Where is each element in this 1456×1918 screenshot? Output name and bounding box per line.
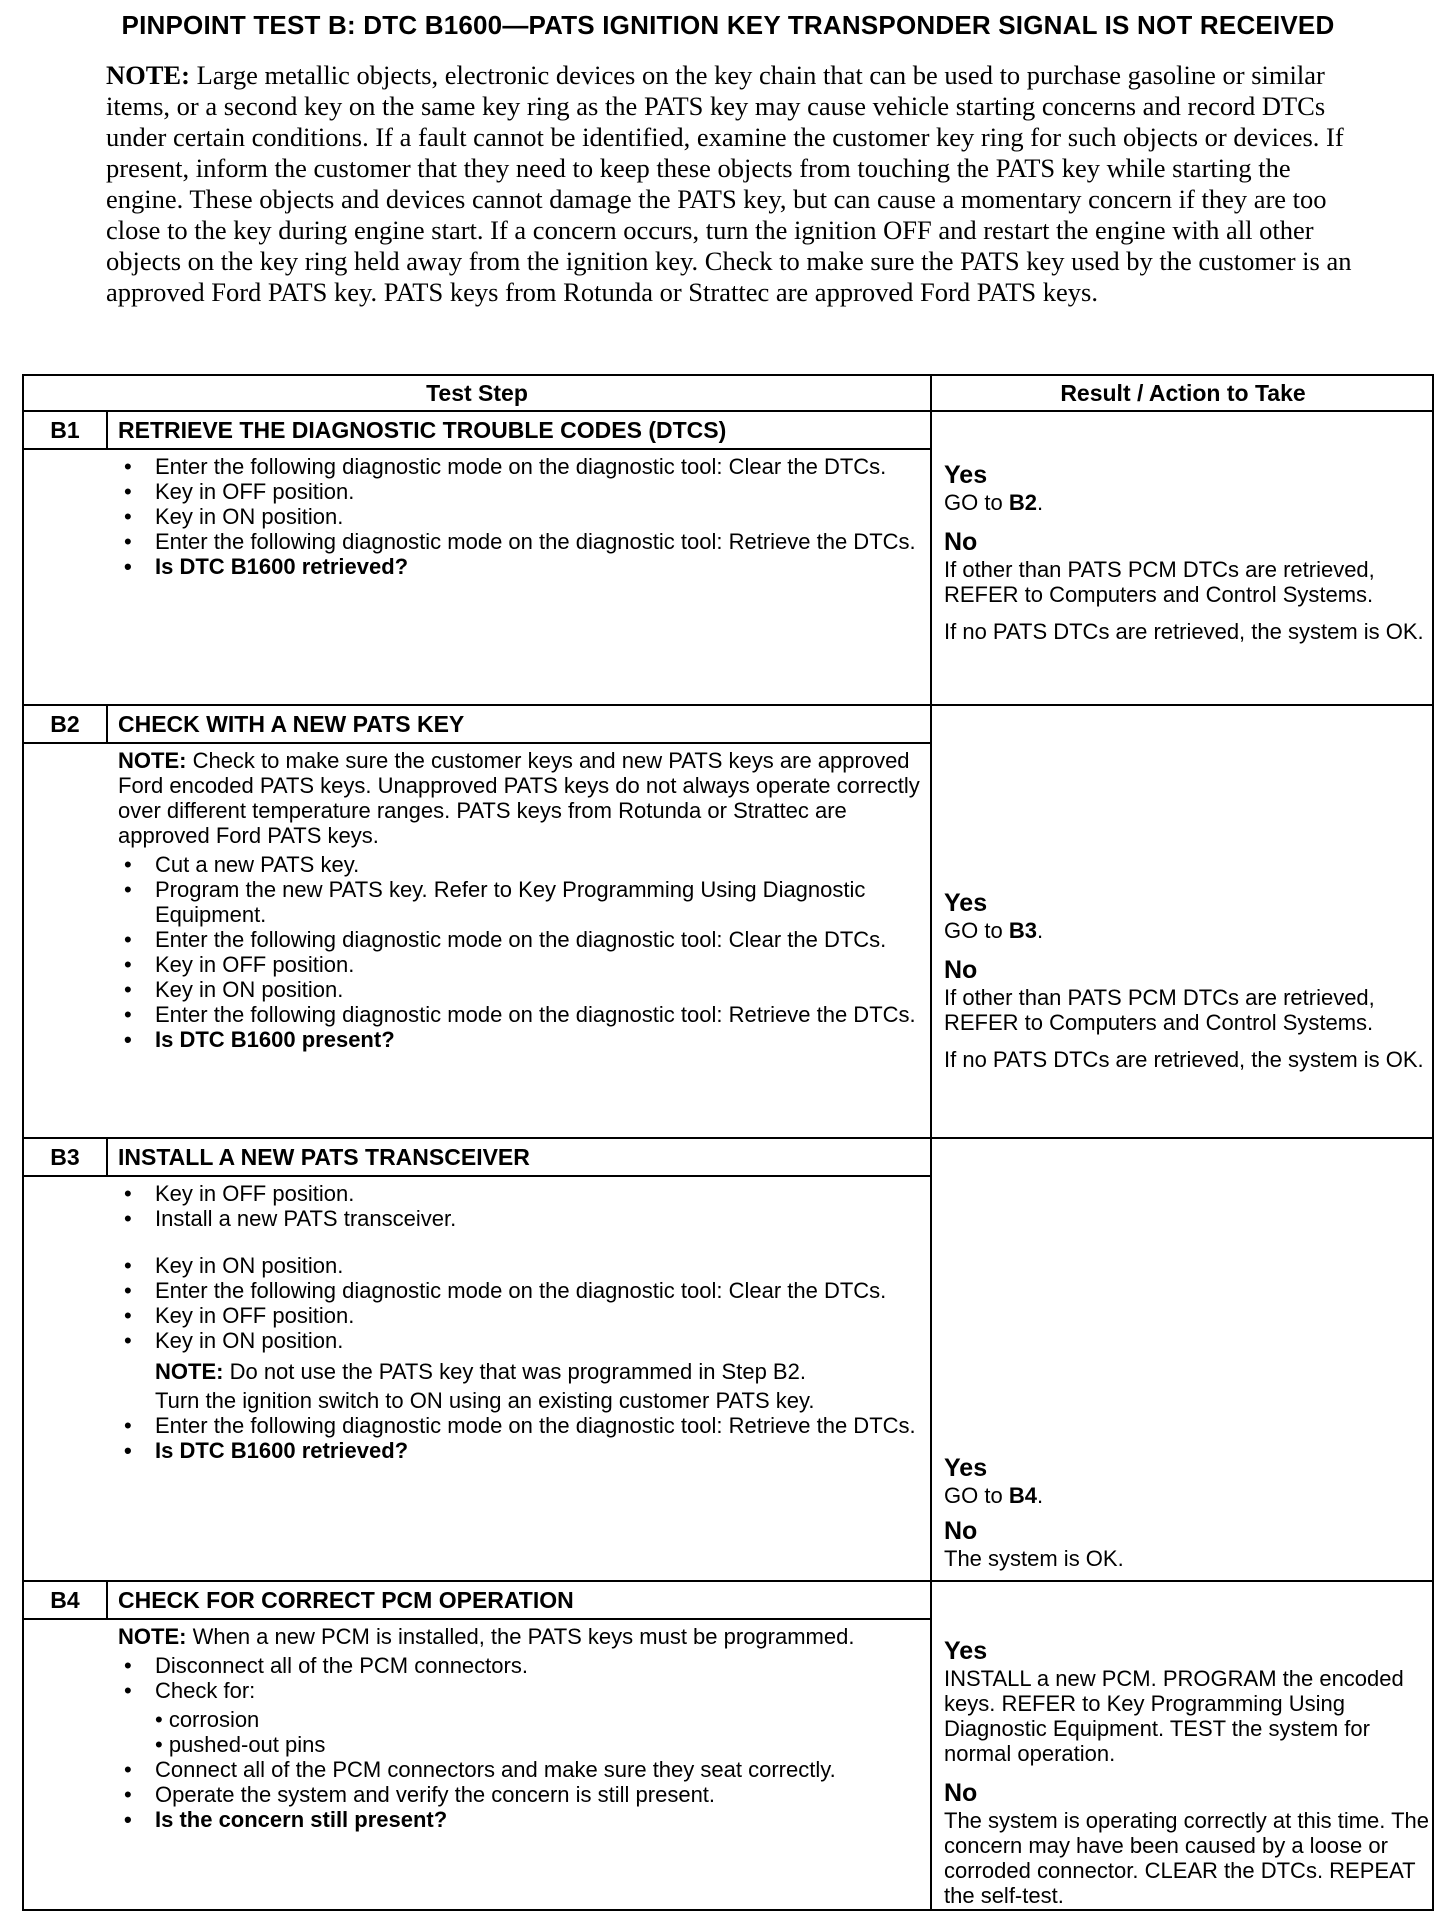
b4-note: NOTE: When a new PCM is installed, the PATS keys must be programmed. bbox=[118, 1624, 855, 1649]
step-title-b2: CHECK WITH A NEW PATS KEY bbox=[118, 711, 465, 737]
b1-question: • Is DTC B1600 retrieved? bbox=[118, 554, 922, 579]
b2-question: • Is DTC B1600 present? bbox=[118, 1027, 922, 1052]
b4-yes-label: Yes bbox=[944, 1637, 988, 1665]
b3-bullet: • Key in ON position. bbox=[118, 1328, 922, 1353]
b4-bullet: • Operate the system and verify the concern is still present. bbox=[118, 1782, 922, 1807]
step-title-b1: RETRIEVE THE DIAGNOSTIC TROUBLE CODES (DTCS) bbox=[118, 417, 727, 443]
b3-turn-text: Turn the ignition switch to ON using an existing customer PATS key. bbox=[155, 1388, 815, 1413]
step-body-b2 bbox=[108, 748, 930, 1136]
b4-question: • Is the concern still present? bbox=[118, 1807, 922, 1832]
step-body-b1 bbox=[108, 454, 930, 702]
step-id-b4: B4 bbox=[50, 1587, 80, 1613]
b1-bullet: • Enter the following diagnostic mode on the diagnostic tool: Clear the DTCs. bbox=[118, 454, 922, 479]
b4-sub-item: • pushed-out pins bbox=[155, 1732, 326, 1757]
b2-yes-action: GO to B3. bbox=[944, 918, 1044, 943]
b1-no-text-2: If no PATS DTCs are retrieved, the system is OK. bbox=[944, 619, 1424, 644]
page-title: PINPOINT TEST B: DTC B1600—PATS IGNITION KEY TRANSPONDER SIGNAL IS NOT RECEIVED bbox=[121, 10, 1335, 40]
b1-yes-label: Yes bbox=[944, 461, 988, 489]
pinpoint-test-table bbox=[22, 374, 1434, 1911]
b1-bullet: • Key in OFF position. bbox=[118, 479, 922, 504]
b1-bullet: • Enter the following diagnostic mode on the diagnostic tool: Retrieve the DTCs. bbox=[118, 529, 922, 554]
b3-bullet: • Enter the following diagnostic mode on the diagnostic tool: Clear the DTCs. bbox=[118, 1278, 922, 1303]
b2-no-text-2: If no PATS DTCs are retrieved, the system is OK. bbox=[944, 1047, 1424, 1072]
b3-note: NOTE: Do not use the PATS key that was programmed in Step B2. bbox=[155, 1359, 806, 1384]
b2-bullet: • Cut a new PATS key. bbox=[118, 852, 922, 877]
b1-bullet: • Key in ON position. bbox=[118, 504, 922, 529]
result-b1 bbox=[932, 460, 1434, 704]
b1-yes-action: GO to B2. bbox=[944, 490, 1044, 515]
step-title-b3: INSTALL A NEW PATS TRANSCEIVER bbox=[118, 1144, 530, 1170]
b2-yes-label: Yes bbox=[944, 889, 988, 917]
b3-yes-label: Yes bbox=[944, 1454, 988, 1482]
b3-bullet: • Key in ON position. bbox=[118, 1253, 922, 1278]
note-label: NOTE: bbox=[106, 60, 190, 90]
b3-bullet: • Key in OFF position. bbox=[118, 1303, 922, 1328]
result-b2 bbox=[932, 888, 1434, 1136]
step-body-b4 bbox=[108, 1624, 930, 1909]
b4-yes-text: INSTALL a new PCM. PROGRAM the encoded keys. REFER to Key Programming Using Diagnostic Equipment. TEST the system for normal operation. bbox=[944, 1666, 1404, 1766]
b3-no-label: No bbox=[944, 1517, 978, 1545]
b2-note: NOTE: Check to make sure the customer keys and new PATS keys are approved Ford encoded PATS keys. Unapproved PATS keys do not always operate correctly over different temperature ranges. PATS keys from Rotunda or Strattec are approved Ford PATS keys. bbox=[118, 748, 920, 848]
header-result: Result / Action to Take bbox=[1060, 380, 1306, 406]
b4-sub-list bbox=[155, 1707, 922, 1757]
b2-bullet: • Key in OFF position. bbox=[118, 952, 922, 977]
b2-bullet: • Enter the following diagnostic mode on the diagnostic tool: Retrieve the DTCs. bbox=[118, 1002, 922, 1027]
result-b4 bbox=[932, 1636, 1434, 1910]
b1-no-text-1: If other than PATS PCM DTCs are retrieved, REFER to Computers and Control Systems. bbox=[944, 557, 1375, 607]
header-test-step: Test Step bbox=[426, 380, 528, 406]
b2-no-text-1: If other than PATS PCM DTCs are retrieved, REFER to Computers and Control Systems. bbox=[944, 985, 1375, 1035]
b4-no-label: No bbox=[944, 1779, 978, 1807]
b4-bullet: • Check for: • corrosion • pushed-out pins bbox=[118, 1678, 922, 1757]
b2-no-label: No bbox=[944, 956, 978, 984]
b1-no-label: No bbox=[944, 528, 978, 556]
step-title-b4: CHECK FOR CORRECT PCM OPERATION bbox=[118, 1587, 574, 1613]
step-body-b3 bbox=[108, 1181, 930, 1579]
b3-yes-action: GO to B4. bbox=[944, 1483, 1044, 1508]
b4-sub-item: • corrosion bbox=[155, 1707, 260, 1732]
b3-bullet: • Enter the following diagnostic mode on the diagnostic tool: Retrieve the DTCs. bbox=[118, 1413, 922, 1438]
result-b3 bbox=[932, 1453, 1434, 1579]
b4-no-text: The system is operating correctly at this time. The concern may have been caused by a loose or corroded connector. CLEAR the DTCs. REPEAT the self-test. bbox=[944, 1808, 1429, 1908]
b4-bullet: • Disconnect all of the PCM connectors. bbox=[118, 1653, 922, 1678]
b3-no-text: The system is OK. bbox=[944, 1546, 1124, 1571]
step-id-b3: B3 bbox=[50, 1144, 80, 1170]
b4-bullet: • Connect all of the PCM connectors and make sure they seat correctly. bbox=[118, 1757, 922, 1782]
step-id-b1: B1 bbox=[50, 417, 80, 443]
b2-bullet: • Program the new PATS key. Refer to Key Programming Using Diagnostic Equipment. bbox=[118, 877, 922, 927]
b2-bullet: • Key in ON position. bbox=[118, 977, 922, 1002]
intro-note bbox=[106, 60, 1356, 308]
step-id-b2: B2 bbox=[50, 711, 80, 737]
b3-bullet: • Install a new PATS transceiver. bbox=[118, 1206, 922, 1231]
note-text: Large metallic objects, electronic devices on the key chain that can be used to purchase gasoline or similar items, or a second key on the same key ring as the PATS key may cause vehicle starting concerns and record DTCs under certain conditions. If a fault cannot be identified, examine the customer key ring for such objects or devices. If present, inform the customer that they need to keep these objects from touching the PATS key while starting the engine. These objects and devices cannot damage the PATS key, but can cause a momentary concern if they are too close to the key during engine start. If a concern occurs, turn the ignition OFF and restart the engine with all other objects on the key ring held away from the ignition key. Check to make sure the PATS key used by the customer is an approved Ford PATS key. PATS keys from Rotunda or Strattec are approved Ford PATS keys. bbox=[106, 60, 1352, 307]
b2-bullet: • Enter the following diagnostic mode on the diagnostic tool: Clear the DTCs. bbox=[118, 927, 922, 952]
b3-bullet: • Key in OFF position. bbox=[118, 1181, 922, 1206]
b3-question: • Is DTC B1600 retrieved? bbox=[118, 1438, 922, 1463]
